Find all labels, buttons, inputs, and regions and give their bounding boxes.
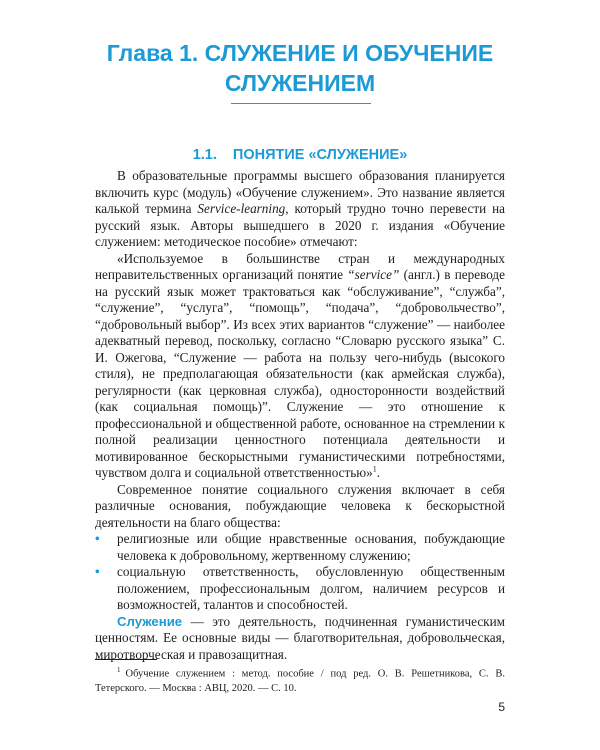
chapter-title-line-2: СЛУЖЕНИЕМ (224, 70, 376, 96)
bullet-list (95, 531, 505, 614)
section-title-text: ПОНЯТИЕ «СЛУЖЕНИЕ» (232, 147, 408, 163)
list-item (95, 531, 505, 564)
title-underline (231, 103, 371, 104)
chapter-title-line-1: Глава 1. СЛУЖЕНИЕ И ОБУЧЕНИЕ (106, 40, 494, 66)
footnote-text: Обучение служением : метод. пособие / под ред. О. В. Решетникова, С. В. Тетерского. — Москва : АВЦ, 2020. — С. 10. (95, 668, 505, 694)
footnote-divider (95, 659, 157, 660)
footnote-reference[interactable]: 1 (372, 464, 377, 474)
bullet-icon: • (95, 531, 100, 546)
list-item (95, 564, 505, 614)
definition-text: — это деятельность, подчиненная гуманистическим ценностям. Ее основные виды — благотворительная, добровольческая, миротворческая и правозащитная. (95, 613, 505, 662)
paragraph-quote: «Используемое в большинстве стран и международных неправительственных организаций понятие “service” (англ.) в переводе на русский язык может трактоваться как “обслуживание”, “служба”, “служение”, “услуга”, “помощь”, “подача”, “добровольчество”, “добровольный выбор”. Из всех этих вариантов “служение” — наиболее адекватный перевод, поскольку, согласно “Словарю русского языка” С. И. Ожегова, “Служение — работа на пользу чего-нибудь (высокого стиля), не предполагающая обязательности (как армейская служба), регулярности (как церковная служба), односторонности воздействий (как социальная помощь)”. Служение — это отношение к профессиональной и общественной работе, основанное на стремлении к полной реализации ценностного потенциала деятельности и мотивированное бескорыстными гуманистическими потребностями, чувством долга и социальной ответственностью»$^1$. (95, 250, 505, 480)
body-text (95, 168, 505, 663)
paragraph-intro-text-b: , который трудно точно перевести на русский язык. Авторы вышедшего в 2020 г. издания «Обучение служением: методическое пособие» отмечают: (95, 201, 505, 249)
quote-text-a: «Используемое в большинстве стран и международных неправительственных организаций понятие (95, 250, 505, 282)
paragraph-definition (95, 614, 505, 664)
paragraph-intro (95, 168, 505, 251)
list-item-text: религиозные или общие нравственные основания, побуждающие человека к добровольному, жертвенному служению; (117, 531, 505, 563)
paragraph-intro-text-a: В образовательные программы высшего образования планируется включить курс (модуль) «Обучение служением». Это название является калькой термина (95, 168, 505, 216)
footnote-number: 1 (117, 666, 121, 674)
term-sluzhenie: Служение (117, 613, 183, 629)
list-item-text: социальную ответственность, обусловленную общественным положением, профессиональным долгом, наличием ресурсов и возможностей, талантов и способностей. (117, 564, 505, 612)
bullet-icon: • (95, 564, 100, 579)
page-number: 5 (498, 700, 505, 714)
section-number: 1.1. (192, 147, 217, 163)
quote-text-b: (англ.) в переводе на русский язык может трактоваться как “обслуживание”, “служба”, “служение”, “услуга”, “помощь”, “подача”, “добровольчество”, “добровольный выбор”. Из всех этих вариантов “служение” — наиболее адекватный перевод, поскольку, согласно “Словарю русского языка” С. И. Ожегова, “Служение — работа на пользу чего-нибудь (высокого стиля), не предполагающая обязательности (как армейская служба), регулярности (как церковная служба), односторонности воздействий (как социальная помощь)”. Служение — это отношение к профессиональной и общественной работе, основанное на стремлении к полной реализации ценностного потенциала деятельности и мотивированное бескорыстными гуманистическими потребностями, чувством долга и социальной ответственностью» (95, 267, 505, 480)
footnote (95, 663, 505, 696)
chapter-title (0, 38, 600, 98)
section-title (0, 146, 600, 164)
term-service: “service” (347, 267, 400, 282)
paragraph-social-service: Современное понятие социального служения включает в себя различные основания, побуждающие человека к бескорыстной деятельности на благо общества: (95, 481, 505, 530)
term-service-learning: Service-learning (197, 201, 286, 216)
